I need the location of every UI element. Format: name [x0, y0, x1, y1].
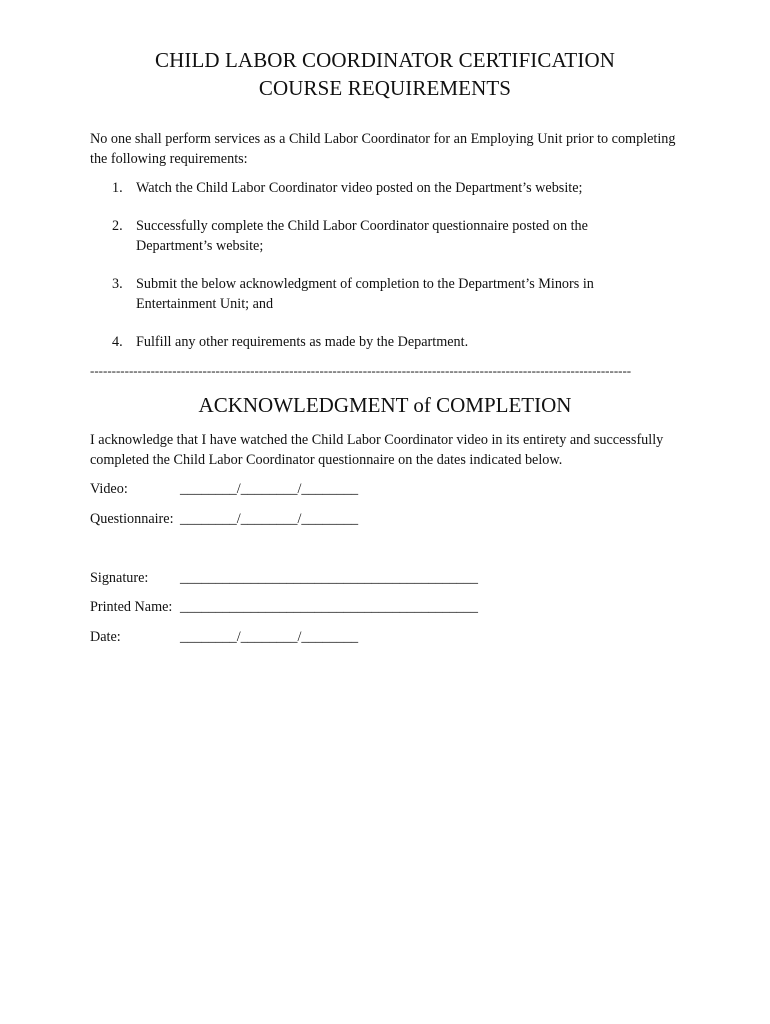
document-title-line2: COURSE REQUIREMENTS: [258, 76, 512, 100]
requirement-number: 3.: [112, 276, 123, 292]
video-label: Video:: [90, 481, 128, 497]
video-date-field[interactable]: ________/________/________: [180, 481, 359, 497]
requirement-text: Watch the Child Labor Coordinator video posted on the Department’s website;: [136, 180, 583, 196]
dashed-separator: -----------------------------------------------------------------------------------------------------------------------------: [90, 364, 632, 378]
questionnaire-date-field[interactable]: ________/________/________: [180, 511, 359, 527]
requirement-number: 1.: [112, 180, 123, 196]
printed-name-field[interactable]: __________________________________________: [180, 599, 478, 615]
acknowledgment-heading: ACKNOWLEDGMENT of COMPLETION: [198, 393, 572, 417]
acknowledgment-statement: I acknowledge that I have watched the Child Labor Coordinator video in its entirety and successfully completed the Child Labor Coordinator questionnaire on the dates indicated below.: [90, 432, 664, 468]
printed-name-label: Printed Name:: [90, 599, 173, 615]
requirement-number: 2.: [112, 218, 123, 234]
requirement-number: 4.: [112, 334, 123, 350]
signature-label: Signature:: [90, 570, 149, 586]
date-label: Date:: [90, 629, 121, 645]
intro-paragraph: No one shall perform services as a Child Labor Coordinator for an Employing Unit prior to completing the following requirements:: [90, 131, 676, 167]
requirement-text: Submit the below acknowledgment of completion to the Department’s Minors in Entertainment Unit; and: [136, 276, 594, 312]
requirement-text: Fulfill any other requirements as made by the Department.: [136, 334, 469, 350]
document-title-line1: CHILD LABOR COORDINATOR CERTIFICATION: [155, 48, 615, 72]
questionnaire-label: Questionnaire:: [90, 511, 174, 527]
signature-field[interactable]: __________________________________________: [180, 570, 478, 586]
requirement-text: Successfully complete the Child Labor Coordinator questionnaire posted on the Department’s website;: [136, 218, 588, 254]
date-field[interactable]: ________/________/________: [180, 629, 359, 645]
